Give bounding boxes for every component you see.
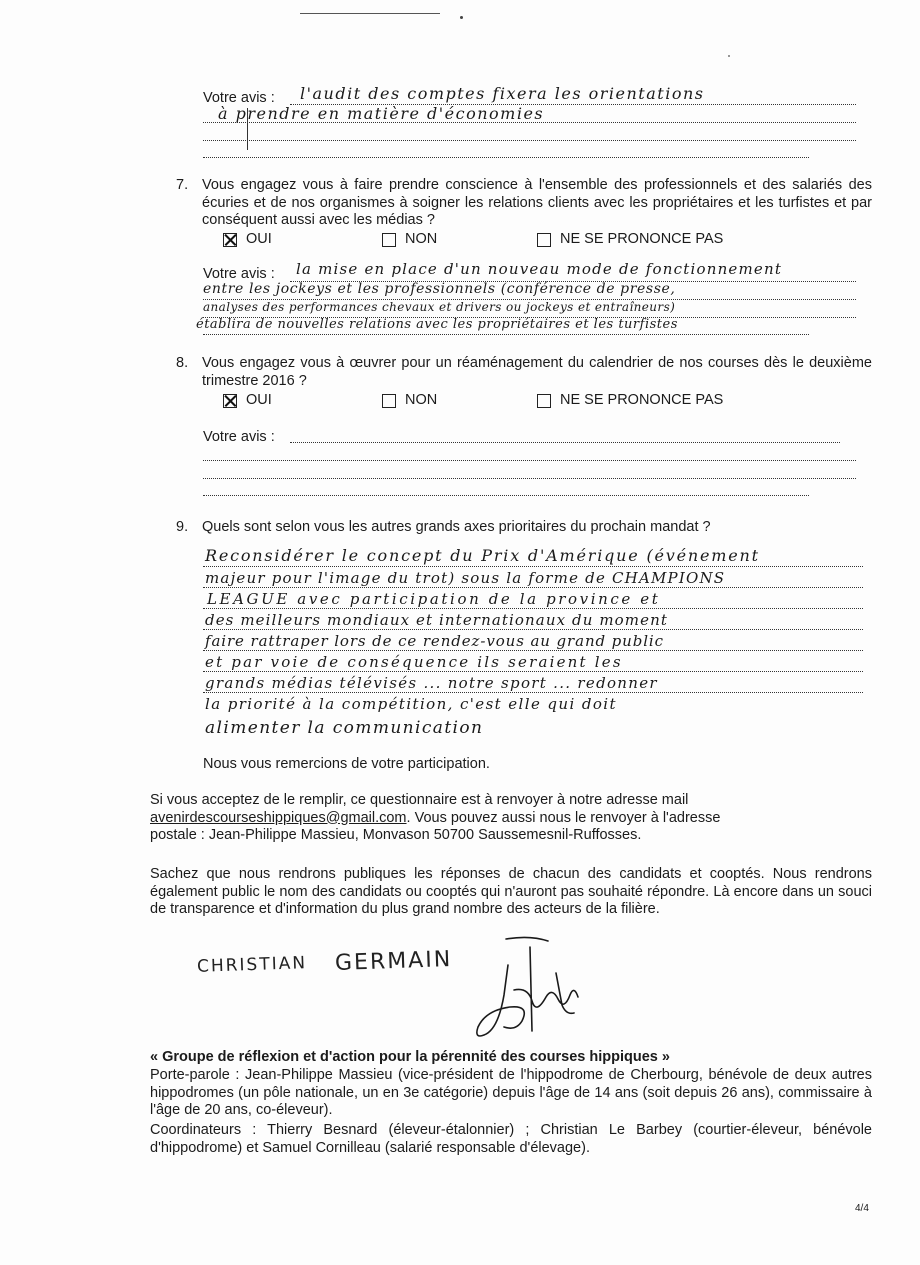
q8-option-nspp[interactable]: NE SE PRONONCE PAS (537, 392, 723, 410)
answer-line (203, 140, 856, 141)
signer-last-name: GERMAIN (334, 946, 453, 977)
answer-line (203, 671, 863, 672)
answer-line (203, 608, 863, 609)
question-7-number: 7. (176, 177, 189, 193)
group-spokesperson: Porte-parole : Jean-Philippe Massieu (vice-président de l'hippodrome de Cherbourg, bénévole de deux autres hippodromes (un pôle nationale, un en 3e catégorie) depuis l'âge de 14 ans (soit depuis 26 ans), commissaire à l'âge de 20 ans, co-éleveur). (150, 1067, 872, 1119)
q7-answer-label: Votre avis : (203, 266, 275, 282)
q9-handwriting-4: des meilleurs mondiaux et internationaux du moment (205, 611, 668, 629)
instructions-block (150, 792, 872, 845)
question-9-text: Quels sont selon vous les autres grands axes prioritaires du prochain mandat ? (202, 519, 711, 535)
question-7-text: Vous engagez vous à faire prendre conscience à l'ensemble des professionnels et des salariés des écuries et de nos organismes à soigner les relations clients avec les propriétaires et les turfistes et par conséquent aussi avec les médias ? (202, 177, 872, 229)
question-8-text: Vous engagez vous à œuvrer pour un réaménagement du calendrier de nos courses dès le deuxième trimestre 2016 ? (202, 355, 872, 389)
q8-option-non[interactable]: NON (382, 392, 437, 410)
answer-line (203, 334, 809, 335)
answer-line[interactable] (203, 460, 856, 461)
prev-answer-handwriting-2: à prendre en matière d'économies (218, 104, 545, 123)
answer-line (203, 692, 863, 693)
signer-first-name: CHRISTIAN (196, 953, 308, 977)
q7-option-non[interactable]: NON (382, 231, 437, 249)
q7-handwriting-1: la mise en place d'un nouveau mode de fonctionnement (296, 260, 783, 278)
q9-handwriting-5: faire rattraper lors de ce rendez-vous au grand public (205, 632, 664, 650)
q9-handwriting-6: et par voie de conséquence ils seraient les (205, 653, 623, 671)
checkbox[interactable] (382, 394, 396, 408)
answer-line (203, 587, 863, 588)
prev-answer-label: Votre avis : (203, 90, 275, 106)
instructions-line-1: Si vous acceptez de le remplir, ce questionnaire est à renvoyer à notre adresse mail (150, 792, 689, 808)
checkbox[interactable] (382, 233, 396, 247)
answer-line (203, 629, 863, 630)
group-coordinators: Coordinateurs : Thierry Besnard (éleveur-étalonnier) ; Christian Le Barbey (courtier-éleveur, bénévole d'hippodrome) et Samuel Cornilleau (salarié responsable d'élevage). (150, 1122, 872, 1156)
question-8-number: 8. (176, 355, 189, 371)
q7-handwriting-3: analyses des performances chevaux et drivers ou jockeys et entraîneurs) (203, 300, 676, 314)
q7-handwriting-4: établira de nouvelles relations avec les propriétaires et les turfistes (196, 317, 678, 332)
q9-handwriting-7: grands médias télévisés ... notre sport ... redonner (205, 674, 658, 692)
answer-line[interactable] (290, 442, 840, 443)
answer-line[interactable] (203, 495, 809, 496)
checkbox[interactable] (537, 233, 551, 247)
scan-mark (728, 55, 730, 57)
group-title: « Groupe de réflexion et d'action pour la pérennité des courses hippiques » (150, 1049, 670, 1065)
checkbox-checked[interactable] (223, 394, 237, 408)
q8-answer-label: Votre avis : (203, 429, 275, 445)
instructions-line-3: postale : Jean-Philippe Massieu, Monvason 50700 Saussemesnil-Ruffosses. (150, 827, 642, 844)
prev-answer-handwriting-1: l'audit des comptes fixera les orientations (300, 84, 705, 103)
q9-handwriting-8: la priorité à la compétition, c'est elle qui doit (205, 695, 617, 713)
publication-notice: Sachez que nous rendrons publiques les réponses de chacun des candidats et cooptés. Nous rendrons également public le nom des candidats ou cooptés qui n'auront pas souhaité répondre. Là encore dans un souci de transparence et d'information du plus grand nombre des acteurs de la filière. (150, 866, 872, 918)
email-link[interactable]: avenirdescourseshippiques@gmail.com (150, 809, 407, 826)
q9-handwriting-3: LEAGUE avec participation de la province et (207, 590, 661, 608)
checkbox-checked[interactable] (223, 233, 237, 247)
top-rule (300, 13, 440, 14)
checkbox[interactable] (537, 394, 551, 408)
signature-scribble (470, 935, 590, 1050)
scan-mark (460, 16, 463, 19)
answer-line (203, 157, 809, 158)
q8-option-oui[interactable]: OUI (223, 392, 272, 410)
q9-handwriting-9: alimenter la communication (205, 718, 484, 738)
page-number: 4/4 (855, 1203, 869, 1214)
instructions-line-2: avenirdescourseshippiques@gmail.com. Vous pouvez aussi nous le renvoyer à l'adresse (150, 809, 721, 826)
q7-option-oui[interactable]: OUI (223, 231, 272, 249)
q9-handwriting-2: majeur pour l'image du trot) sous la forme de CHAMPIONS (205, 569, 726, 587)
answer-line (203, 566, 863, 567)
answer-line[interactable] (203, 478, 856, 479)
thanks-text: Nous vous remercions de votre participation. (203, 756, 490, 772)
q7-handwriting-2: entre les jockeys et les professionnels (conférence de presse, (203, 281, 676, 297)
q7-option-nspp[interactable]: NE SE PRONONCE PAS (537, 231, 723, 249)
question-9-number: 9. (176, 519, 189, 535)
answer-line (203, 650, 863, 651)
q9-handwriting-1: Reconsidérer le concept du Prix d'Amérique (événement (205, 546, 760, 565)
